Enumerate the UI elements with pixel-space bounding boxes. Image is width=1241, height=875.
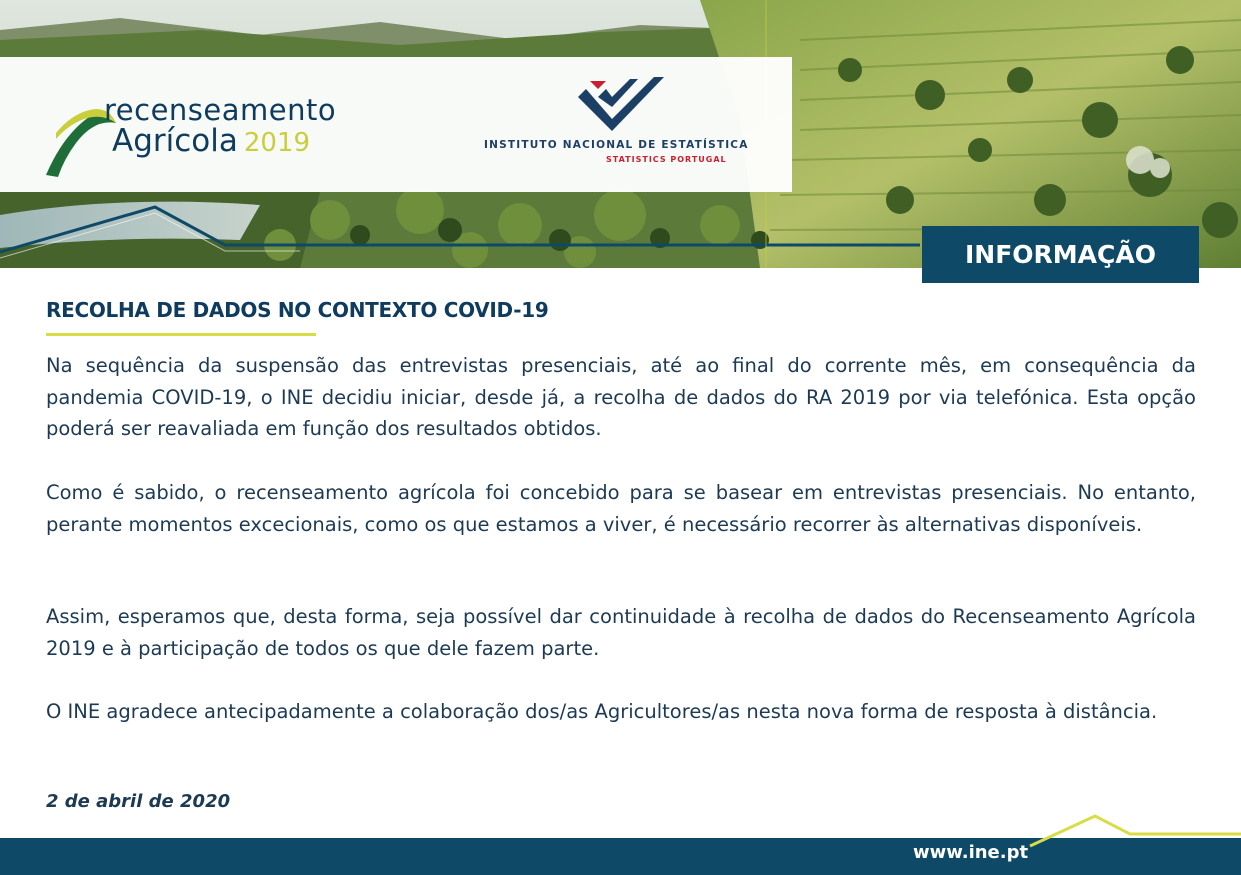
- paragraph-2: Como é sabido, o recenseamento agrícola foi concebido para se basear em entrevistas presenciais. No entanto, perante momentos excecionais, como os que estamos a viver, é necessário recorrer às alternativas disponíveis.: [46, 481, 1196, 536]
- ine-name: INSTITUTO NACIONAL DE ESTATÍSTICA: [484, 139, 749, 151]
- logo-band: [0, 57, 792, 192]
- logo-word-agricola: [112, 123, 310, 161]
- website-link[interactable]: www.ine.pt: [913, 842, 1029, 863]
- logo-word-recenseamento: recenseamento: [104, 93, 337, 127]
- ine-subtitle: STATISTICS PORTUGAL: [606, 155, 727, 164]
- paragraph-1: Na sequência da suspensão das entrevistas presenciais, até ao final do corrente mês, em consequência da pandemia COVID-19, o INE decidiu iniciar, desde já, a recolha de dados do RA 2019 por via telefónica. Esta opção poderá ser reavaliada em função dos resultados obtidos.: [46, 354, 1196, 440]
- footer-decoration: [1000, 806, 1241, 854]
- heading-underline: [46, 333, 316, 336]
- information-badge: INFORMAÇÃO: [922, 226, 1199, 283]
- paragraph-3: Assim, esperamos que, desta forma, seja possível dar continuidade à recolha de dados do Recenseamento Agrícola 2019 e à participação de todos os que dele fazem parte.: [46, 605, 1196, 660]
- recenseamento-logo: [44, 93, 424, 183]
- logo-year: 2019: [243, 128, 311, 158]
- article-heading: RECOLHA DE DADOS NO CONTEXTO COVID-19: [46, 298, 549, 322]
- ine-checkmark-icon: [572, 75, 672, 139]
- ine-logo: [480, 75, 770, 185]
- publication-date: 2 de abril de 2020: [46, 791, 231, 812]
- logo-agricola-text: Agrícola: [112, 123, 238, 159]
- paragraph-4: O INE agradece antecipadamente a colaboração dos/as Agricultores/as nesta nova forma de resposta à distância.: [46, 700, 1158, 723]
